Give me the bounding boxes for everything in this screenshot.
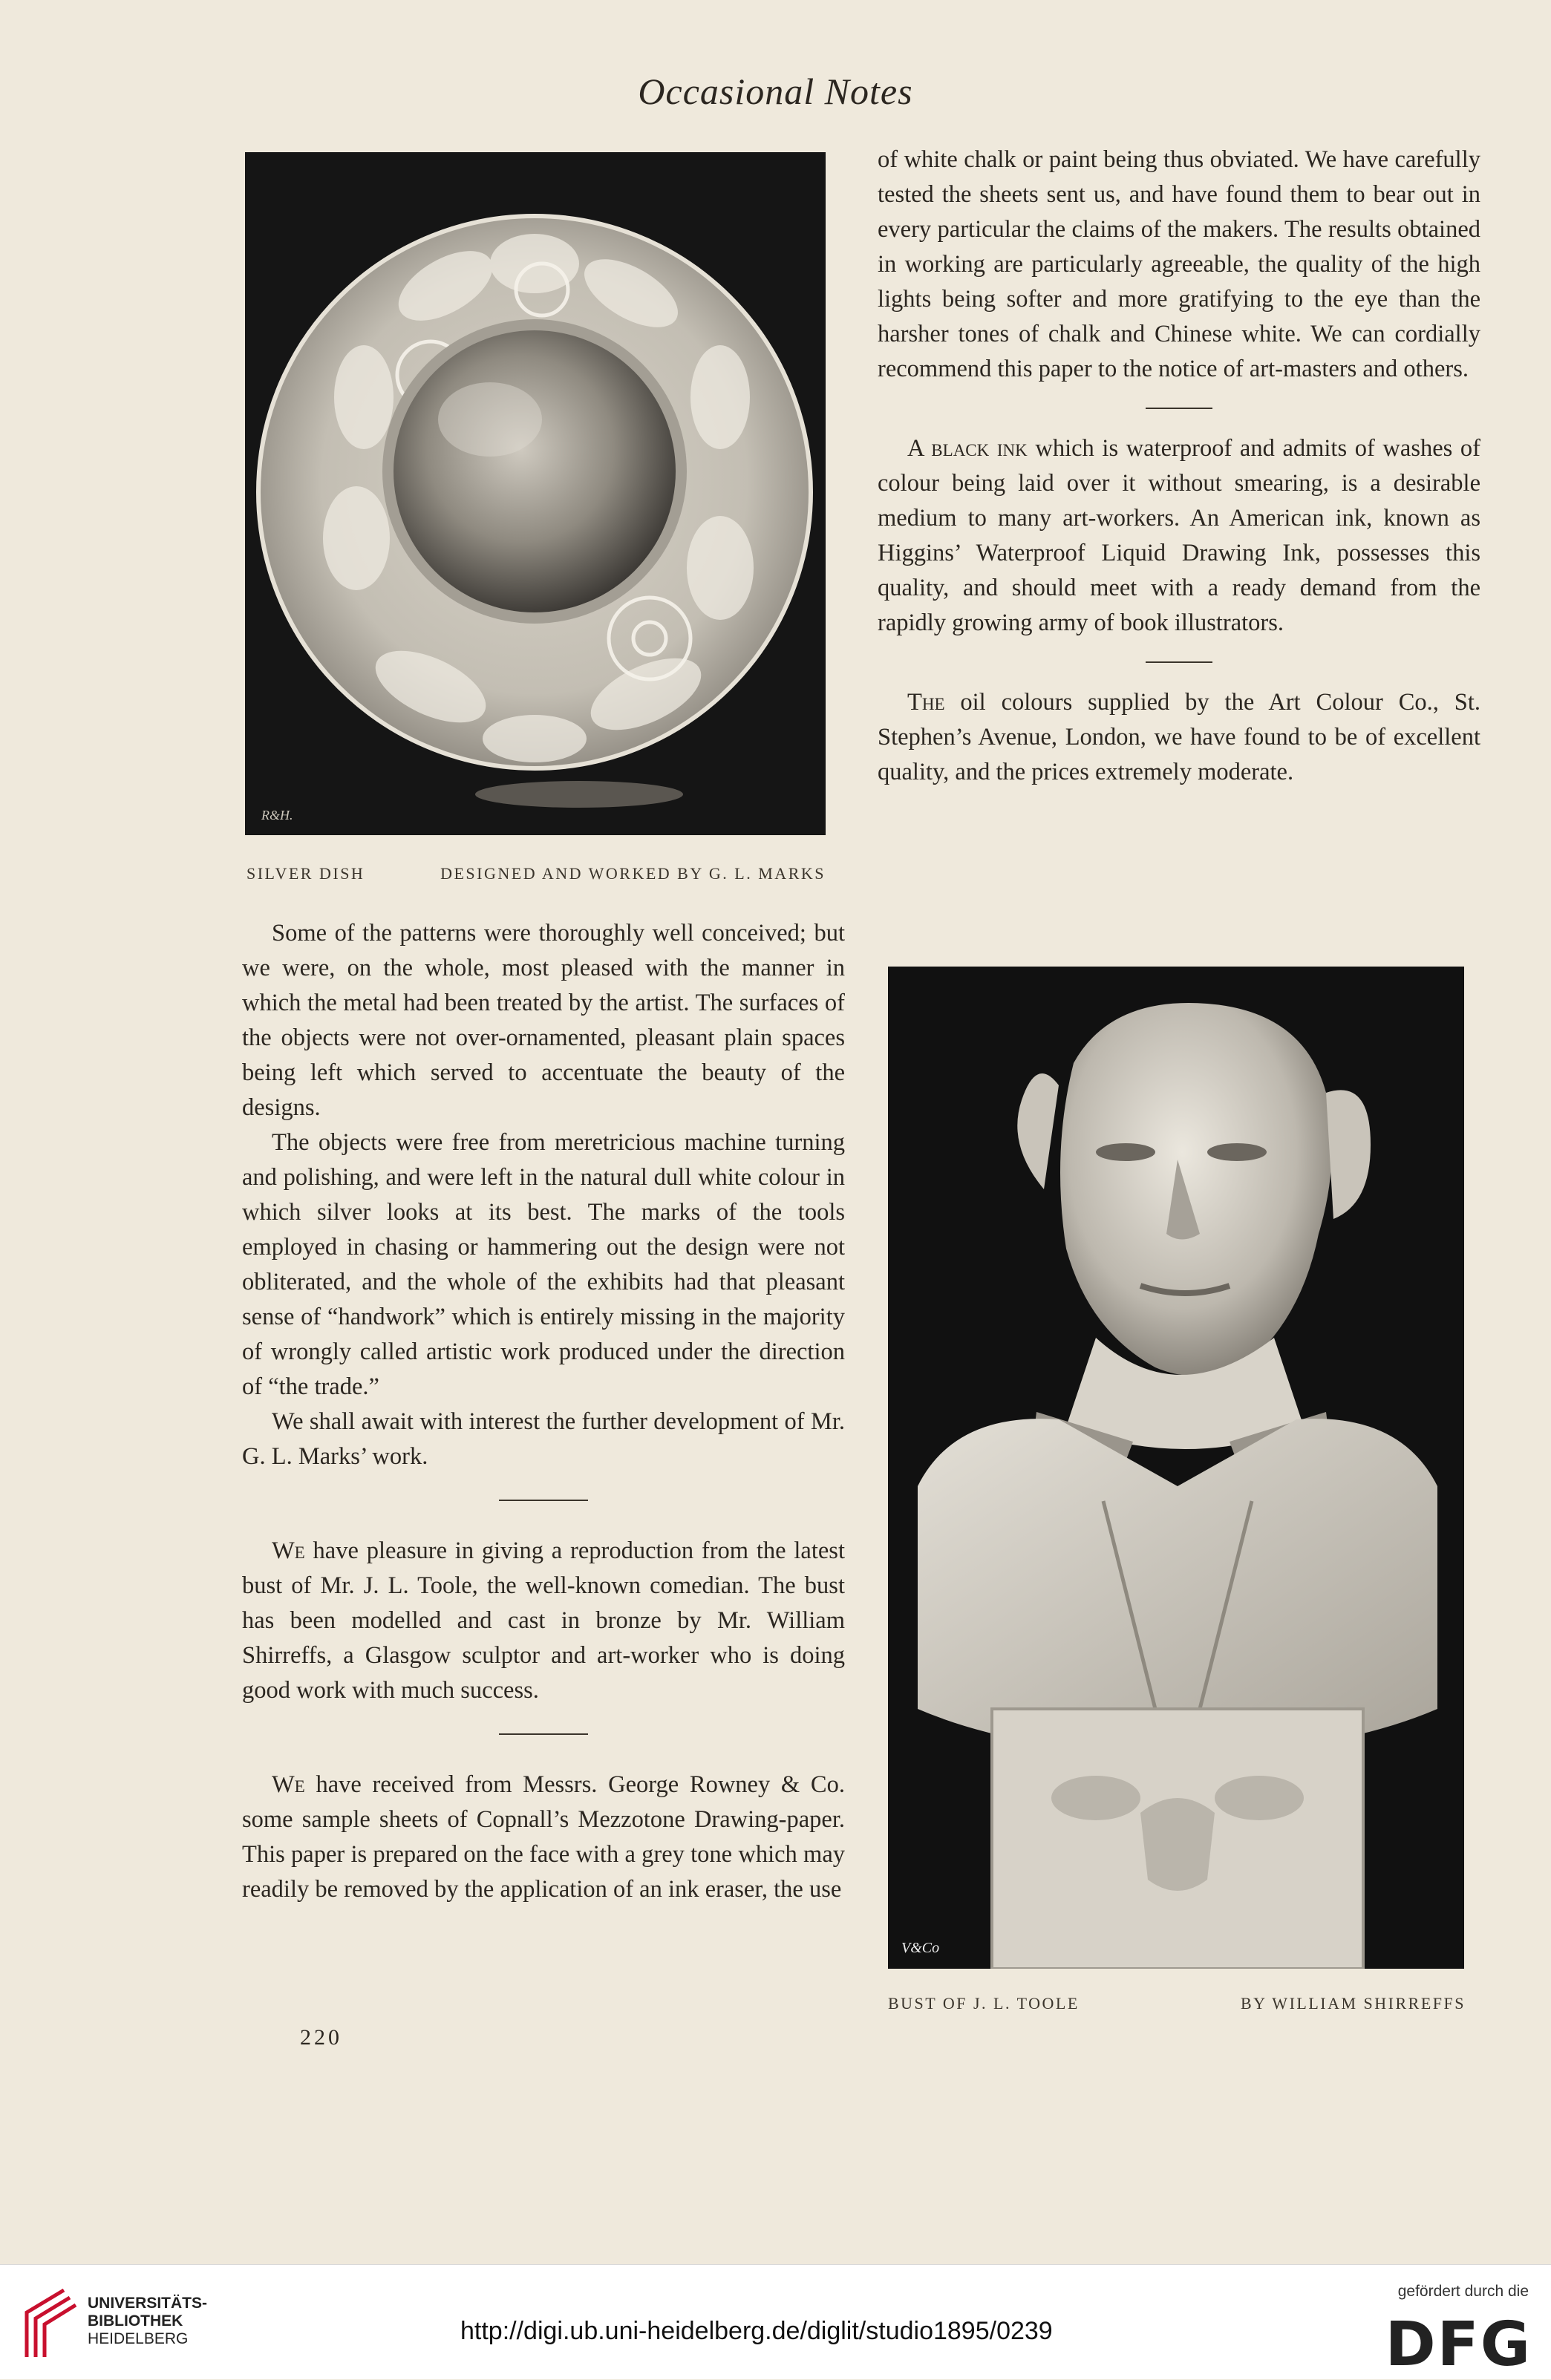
paragraph-ink <box>878 431 1480 641</box>
oil-lead: The <box>907 689 945 716</box>
university-library-logo-icon <box>19 2283 94 2364</box>
section-divider <box>1146 408 1212 409</box>
paragraph-oil <box>878 685 1480 790</box>
silver-dish-caption-right: DESIGNED AND WORKED BY G. L. MARKS <box>440 864 826 883</box>
left-column-text <box>242 916 845 1907</box>
digitization-footer <box>0 2264 1551 2379</box>
bust-caption-left: BUST OF J. L. TOOLE <box>888 1994 1080 2013</box>
paragraph-objects: The objects were free from meretricious machine turning and polishing, and were left in the natural dull white colour in which silver looks at its best. The marks of the tools employed in chasing or hammering out the design were not obliterated, and the whole of the exhibits had that pleasant sense of “handwork” which is entirely missing in the majority of wrongly called artistic work produced under the direction of “the trade.” <box>242 1129 845 1400</box>
library-line-2: BIBLIOTHEK <box>88 2312 183 2330</box>
permalink-url[interactable]: http://digi.ub.uni-heidelberg.de/diglit/studio1895/0239 <box>460 2317 1053 2345</box>
ink-lead: A black ink <box>907 435 1028 462</box>
university-library-name <box>88 2295 207 2348</box>
paragraph-rowney <box>242 1768 845 1907</box>
section-divider <box>1146 661 1212 663</box>
rowney-text: have received from Messrs. George Rowney & Co. some sample sheets of Copnall’s Mezzotone Drawing-paper. This paper is prepared on the face with a grey tone which may readily be removed by the application of an ink eraser, the use <box>242 1771 845 1903</box>
right-column-text <box>878 143 1480 790</box>
dfg-logo: DFG <box>1385 2309 1532 2380</box>
page-number: 220 <box>300 2025 342 2050</box>
silver-dish-photo <box>245 152 826 835</box>
oil-text: oil colours supplied by the Art Colour Co., St. Stephen’s Avenue, London, we have found to be of excellent quality, and the prices extremely moderate. <box>878 689 1480 785</box>
funded-by-label: gefördert durch die <box>1397 2283 1529 2300</box>
toole-lead: We <box>272 1537 305 1564</box>
bust-photo <box>888 967 1464 1969</box>
bust-caption <box>886 1994 1466 2016</box>
paragraph-toole <box>242 1534 845 1708</box>
silver-dish-caption <box>245 864 826 886</box>
bust-signature: V&Co <box>901 1940 940 1956</box>
silver-dish-signature: R&H. <box>261 808 293 823</box>
paragraph-await: We shall await with interest the further development of Mr. G. L. Marks’ work. <box>242 1408 845 1470</box>
ink-text: which is waterproof and admits of washes of colour being laid over it without smearing, is a desirable medium to many art-workers. An American ink, known as Higgins’ Waterproof Liquid Drawing Ink, possesses this quality, and should meet with a ready demand from the rapidly growing army of book illustrators. <box>878 435 1480 636</box>
paragraph-continuation: of white chalk or paint being thus obviated. We have carefully tested the sheets sent us, and have found them to bear out in every particular the claims of the makers. The results obtained in working are particularly agreeable, the quality of the high lights being softer and more gratifying to the eye than the harsher tones of chalk and Chinese white. We can cordially recommend this paper to the notice of art-masters and others. <box>878 146 1480 382</box>
section-divider <box>499 1500 588 1501</box>
library-line-3: HEIDELBERG <box>88 2330 189 2347</box>
silver-dish-image <box>245 152 826 835</box>
bust-caption-right: BY WILLIAM SHIRREFFS <box>1240 1994 1466 2013</box>
section-divider <box>499 1733 588 1735</box>
running-head: Occasional Notes <box>638 71 913 112</box>
toole-text: have pleasure in giving a reproduction from the latest bust of Mr. J. L. Toole, the well-known comedian. The bust has been modelled and cast in bronze by Mr. William Shirreffs, a Glasgow sculptor and art-worker who is doing good work with much success. <box>242 1537 845 1704</box>
bust-image <box>888 967 1464 1969</box>
rowney-lead: We <box>272 1771 305 1798</box>
paragraph-patterns: Some of the patterns were thoroughly well conceived; but we were, on the whole, most pleased with the manner in which the metal had been treated by the artist. The surfaces of the objects were not over-ornamented, pleasant plain spaces being left which served to accentuate the beauty of the designs. <box>242 920 845 1121</box>
library-line-1: UNIVERSITÄTS- <box>88 2295 208 2312</box>
silver-dish-caption-left: SILVER DISH <box>246 864 365 883</box>
